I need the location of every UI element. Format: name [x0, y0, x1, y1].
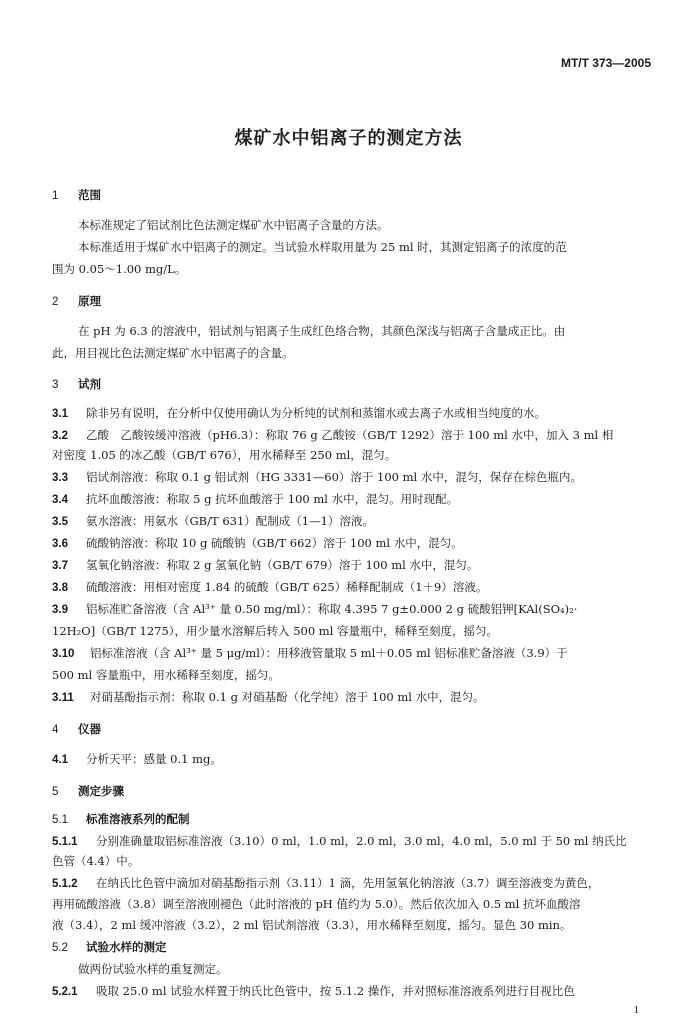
clause-text: 氢氧化钠溶液：称取 2 g 氢氧化钠（GB/T 679）溶于 100 ml 水中，混匀。	[86, 558, 479, 572]
clause-number: 5.1.2	[52, 878, 78, 890]
clause-number: 3.1	[52, 408, 68, 420]
paragraph-line: 围为 0.05～1.00 mg/L。	[52, 262, 187, 276]
clause-text: 分析天平：感量 0.1 mg。	[86, 752, 222, 766]
clause-number: 3.5	[52, 516, 68, 528]
clause-number: 3.8	[52, 582, 68, 594]
section-heading-principle	[52, 294, 101, 309]
clause-number: 3.2	[52, 430, 68, 442]
clause-number: 3.4	[52, 494, 68, 506]
clause-text: 抗坏血酸溶液：称取 5 g 抗坏血酸溶于 100 ml 水中，混匀。用时现配。	[86, 492, 459, 506]
section-number: 2	[52, 296, 59, 308]
section-title: 范围	[78, 188, 101, 202]
section-heading-scope	[52, 188, 101, 203]
clause-number: 3.7	[52, 560, 68, 572]
paragraph-line: 再用硫酸溶液（3.8）调至溶液刚褪色（此时溶液的 pH 值约为 5.0）。然后依次加入 0.5 ml 抗坏血酸溶	[52, 897, 581, 911]
paragraph-line: 此，用目视比色法测定煤矿水中铝离子的含量。	[52, 346, 294, 360]
clause-5-1-2	[52, 876, 599, 891]
clause-3-6	[52, 536, 463, 551]
clause-3-11	[52, 690, 485, 705]
clause-3-3	[52, 470, 582, 485]
subsection-heading-5-2	[52, 940, 167, 955]
clause-3-4	[52, 492, 458, 507]
clause-number: 5.2.1	[52, 986, 78, 998]
clause-3-7	[52, 558, 478, 573]
clause-3-10	[52, 646, 568, 661]
clause-text: 氨水溶液：用氨水（GB/T 631）配制成（1—1）溶液。	[86, 514, 374, 528]
section-title: 测定步骤	[78, 784, 124, 798]
paragraph-line: 做两份试验水样的重复测定。	[78, 962, 228, 976]
paragraph-line: 对密度 1.05 的冰乙酸（GB/T 676），用水稀释至 250 ml，混匀。	[52, 448, 397, 462]
paragraph-line: 在 pH 为 6.3 的溶液中，铝试剂与铝离子生成红色络合物，其颜色深浅与铝离子含量成正比。由	[78, 324, 566, 338]
clause-text: 对硝基酚指示剂：称取 0.1 g 对硝基酚（化学纯）溶于 100 ml 水中，混匀。	[90, 690, 485, 704]
section-number: 4	[52, 724, 59, 736]
clause-number: 3.3	[52, 472, 68, 484]
clause-3-9	[52, 602, 577, 617]
clause-3-1	[52, 406, 546, 421]
clause-3-2	[52, 428, 613, 443]
clause-text: 铝标准溶液（含 Al³⁺ 量 5 μg/ml）：用移液管量取 5 ml＋0.05 ml 铝标准贮备溶液（3.9）于	[90, 646, 568, 660]
section-title: 仪器	[78, 722, 101, 736]
clause-text: 铝试剂溶液：称取 0.1 g 铝试剂（HG 3331—60）溶于 100 ml 水中，混匀，保存在棕色瓶内。	[86, 470, 582, 484]
document-title: 煤矿水中铝离子的测定方法	[234, 128, 463, 149]
subsection-number: 5.2	[52, 942, 68, 954]
clause-number: 5.1.1	[52, 836, 78, 848]
subsection-heading-5-1	[52, 812, 190, 827]
clause-text: 铝标准贮备溶液（含 Al³⁺ 量 0.50 mg/ml）：称取 4.395 7 g±0.000 2 g 硫酸铝钾[KAl(SO₄)₂·	[86, 602, 578, 616]
section-heading-procedure	[52, 784, 124, 799]
paragraph-line: 本标准适用于煤矿水中铝离子的测定。当试验水样取用量为 25 ml 时，其测定铝离子的浓度的范	[78, 240, 567, 254]
clause-5-1-1	[52, 834, 627, 849]
clause-text: 硫酸溶液：用相对密度 1.84 的硫酸（GB/T 625）稀释配制成（1＋9）溶液。	[86, 580, 488, 594]
clause-text: 硫酸钠溶液：称取 10 g 硫酸钠（GB/T 662）溶于 100 ml 水中，混匀。	[86, 536, 463, 550]
section-title: 原理	[78, 294, 101, 308]
paragraph-line: 12H₂O]（GB/T 1275），用少量水溶解后转入 500 ml 容量瓶中，稀释至刻度，摇匀。	[52, 624, 499, 638]
clause-text: 分别准确量取铝标准溶液（3.10）0 ml，1.0 ml，2.0 ml，3.0 ml，4.0 ml，5.0 ml 于 50 ml 纳氏比	[96, 834, 627, 848]
clause-4-1	[52, 752, 222, 767]
section-heading-apparatus	[52, 722, 101, 737]
paragraph-line: 液（3.4），2 ml 缓冲溶液（3.2），2 ml 铝试剂溶液（3.3），用水稀释至刻度，摇匀。显色 30 min。	[52, 918, 572, 932]
subsection-number: 5.1	[52, 814, 68, 826]
clause-text: 在纳氏比色管中滴加对硝基酚指示剂（3.11）1 滴，先用氢氧化钠溶液（3.7）调至溶液变为黄色，	[96, 876, 600, 890]
section-number: 3	[52, 379, 59, 391]
section-title: 试剂	[78, 377, 101, 391]
subsection-title: 标准溶液系列的配制	[86, 812, 190, 826]
clause-number: 4.1	[52, 754, 68, 766]
clause-text: 乙酸 乙酸铵缓冲溶液（pH6.3）：称取 76 g 乙酸铵（GB/T 1292）溶于 100 ml 水中，加入 3 ml 相	[86, 428, 614, 442]
clause-number: 3.11	[52, 692, 74, 704]
clause-text: 除非另有说明，在分析中仅使用确认为分析纯的试剂和蒸馏水或去离子水或相当纯度的水。	[86, 406, 546, 420]
subsection-title: 试验水样的测定	[86, 940, 167, 954]
section-number: 1	[52, 190, 59, 202]
paragraph-line: 色管（4.4）中。	[52, 854, 140, 868]
clause-3-5	[52, 514, 374, 529]
paragraph-line: 500 ml 容量瓶中，用水稀释至刻度，摇匀。	[52, 668, 280, 682]
clause-5-2-1	[52, 984, 575, 999]
clause-3-8	[52, 580, 487, 595]
standard-code: MT/T 373—2005	[560, 56, 651, 70]
clause-text: 吸取 25.0 ml 试验水样置于纳氏比色管中，按 5.1.2 操作，并对照标准溶液系列进行目视比色	[96, 984, 575, 998]
section-heading-reagents	[52, 377, 101, 392]
clause-number: 3.9	[52, 604, 68, 616]
clause-number: 3.6	[52, 538, 68, 550]
section-number: 5	[52, 786, 59, 798]
paragraph-line: 本标准规定了铝试剂比色法测定煤矿水中铝离子含量的方法。	[78, 218, 389, 232]
page-number: 1	[633, 1004, 639, 1016]
clause-number: 3.10	[52, 648, 75, 660]
